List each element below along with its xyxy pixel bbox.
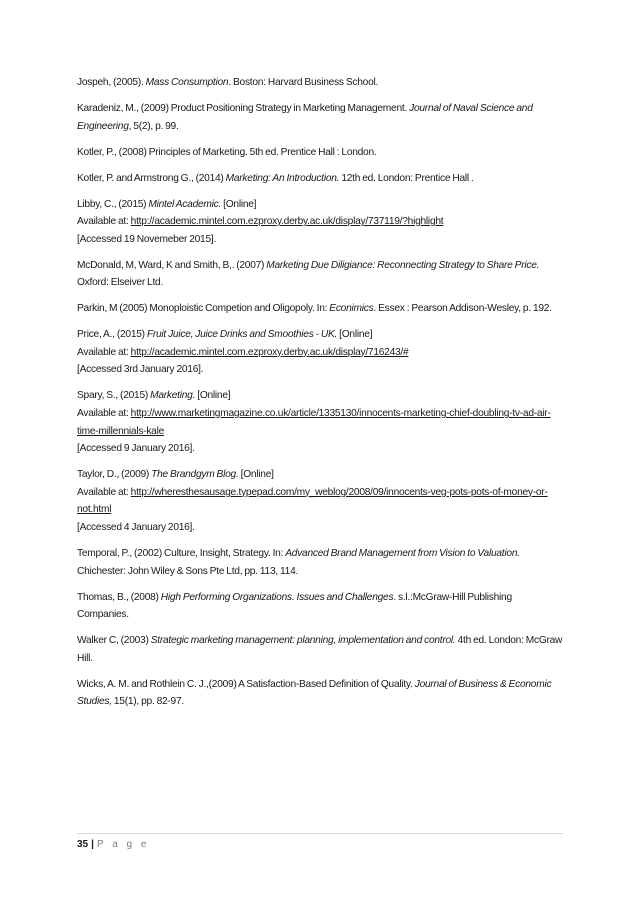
ref-italic-title: Fruit Juice, Juice Drinks and Smoothies - UK. <box>146 329 338 341</box>
ref-url-link[interactable]: http://academic.mintel.com.ezproxy.derby.ac.uk/display/737119/?highlight <box>130 216 444 228</box>
ref-text: Taylor, D., (2009) <box>77 469 152 481</box>
ref-text: [Online] <box>195 390 231 402</box>
reference-line <box>77 519 563 537</box>
reference-line <box>77 440 563 458</box>
ref-text: Libby, C., (2015) <box>77 198 149 210</box>
ref-italic-title: Journal of Naval Science and Engineering <box>77 102 533 132</box>
ref-italic-title: The Brandgym Blog. <box>151 469 239 481</box>
ref-text: Price, A., (2015) <box>77 329 147 341</box>
ref-text: Chichester: John Wiley & Sons Pte Ltd, pp. 113, 114. <box>77 565 299 577</box>
ref-text: [Accessed 4 January 2016]. <box>77 521 195 533</box>
reference-entry <box>77 170 563 188</box>
reference-line <box>77 326 563 344</box>
page-label: P a g e <box>96 839 150 850</box>
ref-text: Karadeniz, M., (2009) Product Positioning Strategy in Marketing Management. <box>77 102 410 114</box>
reference-entry <box>77 100 563 135</box>
reference-entry <box>77 74 563 92</box>
ref-italic-title: Econimics <box>329 303 374 315</box>
ref-text: [Accessed 19 Novemeber 2015]. <box>77 233 217 245</box>
ref-text: . s.l.:McGraw-Hill Publishing Companies. <box>77 591 512 621</box>
ref-italic-title: High Performing Organizations. Issues and Challenges <box>160 591 394 603</box>
reference-entry <box>77 300 563 318</box>
ref-italic-title: Strategic marketing management: planning, implementation and control. <box>150 635 456 647</box>
ref-text: . Essex : Pearson Addison-Wesley, p. 192. <box>373 303 552 315</box>
ref-italic-title: Marketing. <box>150 390 196 402</box>
ref-text: Walker C, (2003) <box>77 635 151 647</box>
reference-line <box>77 344 563 362</box>
ref-text: Temporal, P., (2002) Culture, Insight, Strategy. In: <box>77 547 286 559</box>
page-number: 35 <box>77 839 89 850</box>
reference-entry <box>77 387 563 457</box>
ref-italic-title: Mass Consumption <box>145 77 229 88</box>
reference-line <box>77 484 563 519</box>
reference-entry <box>77 676 563 711</box>
reference-entry <box>77 257 563 292</box>
reference-line <box>77 387 563 405</box>
ref-text: Available at: <box>77 408 131 420</box>
reference-line <box>77 405 563 440</box>
ref-text: Spary, S., (2015) <box>77 390 151 402</box>
ref-text: Thomas, B., (2008) <box>77 591 161 603</box>
ref-text: McDonald, M, Ward, K and Smith, B,. (2007) <box>77 259 267 271</box>
reference-line <box>77 213 563 231</box>
ref-italic-title: Mintel Academic. <box>148 198 222 210</box>
ref-text: Available at: <box>77 486 131 498</box>
ref-text: [Online] <box>238 469 274 481</box>
ref-text: . Boston: Harvard Business School. <box>228 77 379 88</box>
footer-separator: | <box>91 839 94 850</box>
ref-text: Available at: <box>77 216 131 228</box>
reference-line <box>77 196 563 214</box>
ref-text: [Online] <box>337 329 373 341</box>
reference-entry <box>77 466 563 536</box>
ref-text: Jospeh, (2005). <box>77 77 146 88</box>
ref-text: 4th ed. London: McGraw Hill. <box>77 635 563 664</box>
ref-url-link[interactable]: http://academic.mintel.com.ezproxy.derby.ac.uk/display/716243/# <box>130 346 409 358</box>
ref-url-link[interactable]: http://wheresthesausage.typepad.com/my_weblog/2008/09/innocents-veg-pots-pots-of-money-or-not.html <box>77 486 548 516</box>
ref-text: Kotler, P., (2008) Principles of Marketing. 5th ed. Prentice Hall : London. <box>77 146 377 158</box>
ref-url-link[interactable]: http://www.marketingmagazine.co.uk/article/1335130/innocents-marketing-chief-doubling-tv-ad-air-time-millennials-kale <box>77 408 551 437</box>
reference-entry <box>77 632 563 667</box>
reference-entry <box>77 545 563 580</box>
ref-text: , 5(2), p. 99. <box>128 120 179 132</box>
ref-italic-title: Advanced Brand Management from Vision to Valuation. <box>285 547 520 559</box>
ref-text: Wicks, A. M. and Rothlein C. J.,(2009) A Satisfaction-Based Definition of Quality. <box>77 678 415 690</box>
ref-text: 12th ed. London: Prentice Hall . <box>339 172 474 184</box>
reference-entry <box>77 326 563 379</box>
ref-text: Parkin, M (2005) Monoploistic Competion and Oligopoly. In: <box>77 303 330 315</box>
ref-italic-title: Journal of Business & Economic Studies, <box>77 678 552 708</box>
reference-entry <box>77 196 563 249</box>
ref-text: Available at: <box>77 346 131 358</box>
ref-text: 15(1), pp. 82-97. <box>111 696 184 708</box>
reference-entry <box>77 144 563 162</box>
ref-text: Kotler, P. and Armstrong G., (2014) <box>77 172 226 184</box>
reference-entry <box>77 589 563 624</box>
ref-text: [Accessed 9 January 2016]. <box>77 443 195 455</box>
ref-text: Oxford: Elseiver Ltd. <box>77 277 164 289</box>
page-footer <box>77 838 149 852</box>
footer-divider <box>77 833 563 834</box>
reference-line <box>77 466 563 484</box>
ref-text: [Accessed 3rd January 2016]. <box>77 364 204 376</box>
reference-line <box>77 361 563 379</box>
ref-italic-title: Marketing: An Introduction. <box>225 172 340 184</box>
reference-line <box>77 231 563 249</box>
ref-italic-title: Marketing Due Diligiance: Reconnecting Strategy to Share Price. <box>266 259 540 271</box>
ref-text: [Online] <box>221 198 257 210</box>
reference-list <box>77 74 563 719</box>
